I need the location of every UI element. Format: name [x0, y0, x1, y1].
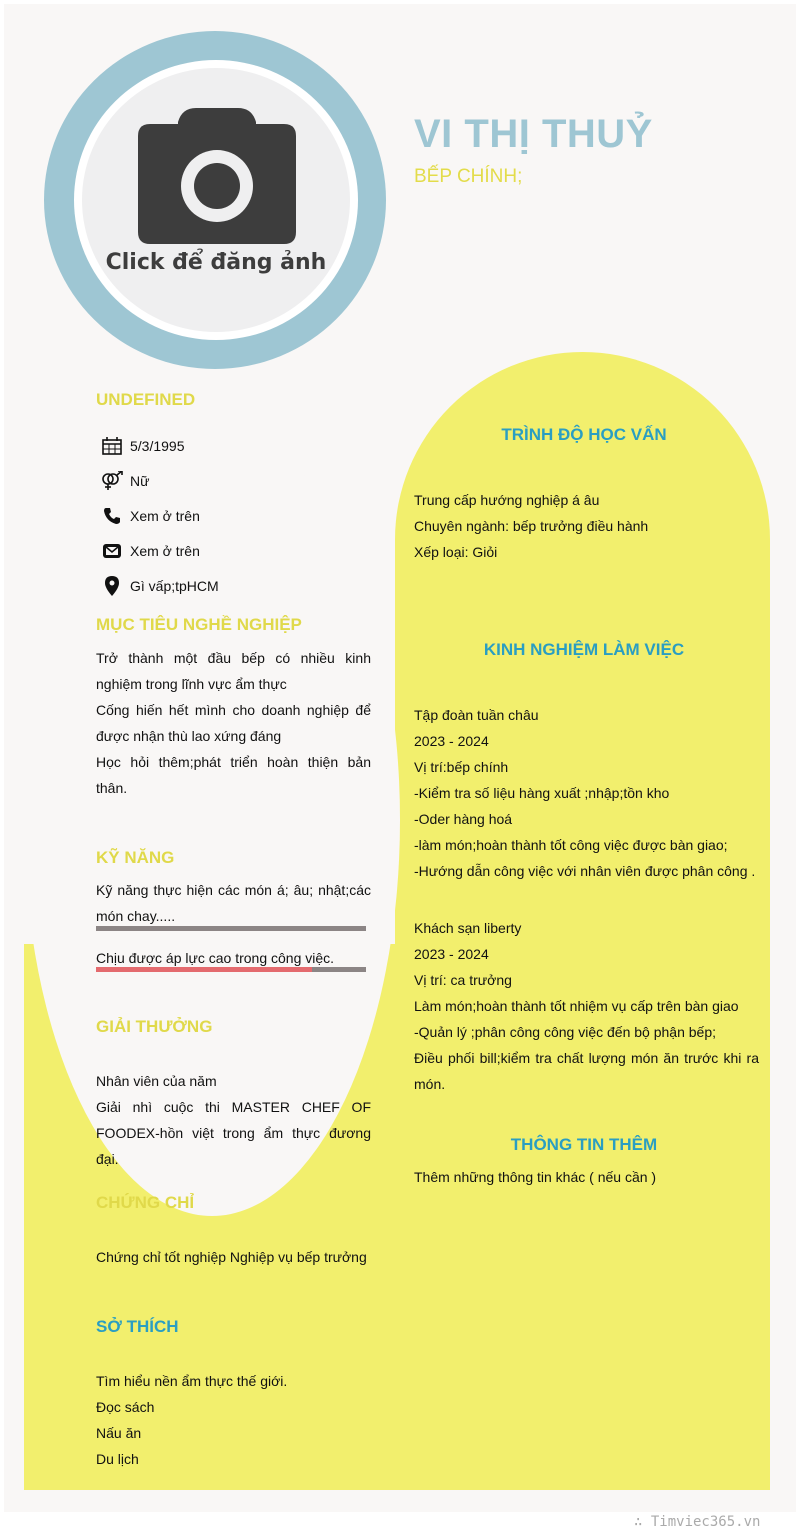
education-text: Trung cấp hướng nghiệp á âu Chuyên ngành: bếp trưởng điều hành Xếp loại: Giỏi — [414, 492, 649, 560]
candidate-name: VI THỊ THUỶ — [414, 112, 653, 156]
job-company: Tập đoàn tuần châu — [414, 707, 539, 723]
info-heading: UNDEFINED — [96, 390, 196, 409]
gender-value: Nữ — [130, 473, 150, 489]
objective-text: Trở thành một đầu bếp có nhiều kinh nghiệm trong lĩnh vực ẩm thực Cống hiến hết mình cho doanh nghiệp để được nhận thù lao xứng đáng Học hỏi thêm;phát triển hoàn thiện bản thân. — [96, 650, 371, 796]
hobbies-text: Tìm hiểu nền ẩm thực thế giới. Đọc sách Nấu ăn Du lịch — [96, 1373, 288, 1467]
candidate-role: BẾP CHÍNH; — [414, 166, 523, 187]
gender-icon — [100, 471, 124, 491]
watermark: ∴ Timviec365.vn — [634, 1514, 761, 1530]
avatar-upload-label[interactable]: Click để đăng ảnh — [105, 250, 327, 275]
job-period: 2023 - 2024 — [414, 733, 489, 749]
skills-heading: KỸ NĂNG — [96, 848, 175, 867]
email-icon — [100, 541, 124, 561]
certificates-heading: CHỨNG CHỈ — [96, 1193, 195, 1212]
email-value: Xem ở trên — [130, 543, 200, 559]
awards-heading: GIẢI THƯỞNG — [96, 1017, 213, 1036]
info-birthday — [100, 435, 185, 457]
skill-bar-fill — [96, 967, 312, 972]
awards-text: Nhân viên của năm Giải nhì cuộc thi MASTER CHEF OF FOODEX-hồn việt trong ẩm thực đương đại. — [96, 1073, 371, 1167]
education-heading: TRÌNH ĐỘ HỌC VẤN — [501, 425, 667, 444]
hobbies-heading: SỞ THÍCH — [96, 1317, 179, 1336]
info-address — [100, 575, 219, 597]
skill-bar — [96, 926, 366, 931]
job-details: Vị trí:bếp chính -Kiểm tra số liệu hàng xuất ;nhập;tồn kho -Oder hàng hoá -làm món;hoàn thành tốt công việc được bàn giao; -Hướng dẫn công việc với nhân viên được phân công . — [414, 759, 756, 879]
additional-text: Thêm những thông tin khác ( nếu cần ) — [414, 1169, 657, 1185]
experience-job — [414, 915, 759, 1097]
camera-icon[interactable] — [138, 108, 296, 246]
info-gender — [100, 470, 149, 492]
phone-icon — [100, 506, 124, 526]
certificates-text: Chứng chỉ tốt nghiệp Nghiệp vụ bếp trưởng — [96, 1249, 367, 1265]
objective-heading: MỤC TIÊU NGHỀ NGHIỆP — [96, 615, 302, 634]
address-value: Gì vấp;tpHCM — [130, 578, 219, 594]
location-pin-icon — [100, 576, 124, 596]
info-phone — [100, 505, 200, 527]
skill-bar — [96, 967, 366, 972]
additional-heading: THÔNG TIN THÊM — [510, 1135, 658, 1154]
birthday-value: 5/3/1995 — [130, 438, 185, 454]
job-period: 2023 - 2024 — [414, 946, 489, 962]
job-company: Khách sạn liberty — [414, 920, 522, 936]
phone-value: Xem ở trên — [130, 508, 200, 524]
calendar-icon — [100, 436, 124, 456]
experience-job — [414, 702, 759, 884]
skill-label: Kỹ năng thực hiện các món á; âu; nhật;các món chay..... — [96, 882, 371, 924]
experience-heading: KINH NGHIỆM LÀM VIỆC — [483, 640, 685, 659]
info-email — [100, 540, 200, 562]
skill-label: Chịu được áp lực cao trong công việc. — [96, 950, 335, 966]
job-details: Vị trí: ca trưởng Làm món;hoàn thành tốt nhiệm vụ cấp trên bàn giao -Quản lý ;phân công công việc đến bộ phận bếp; Điều phối bill;kiểm tra chất lượng món ăn trước khi ra món. — [414, 972, 759, 1092]
